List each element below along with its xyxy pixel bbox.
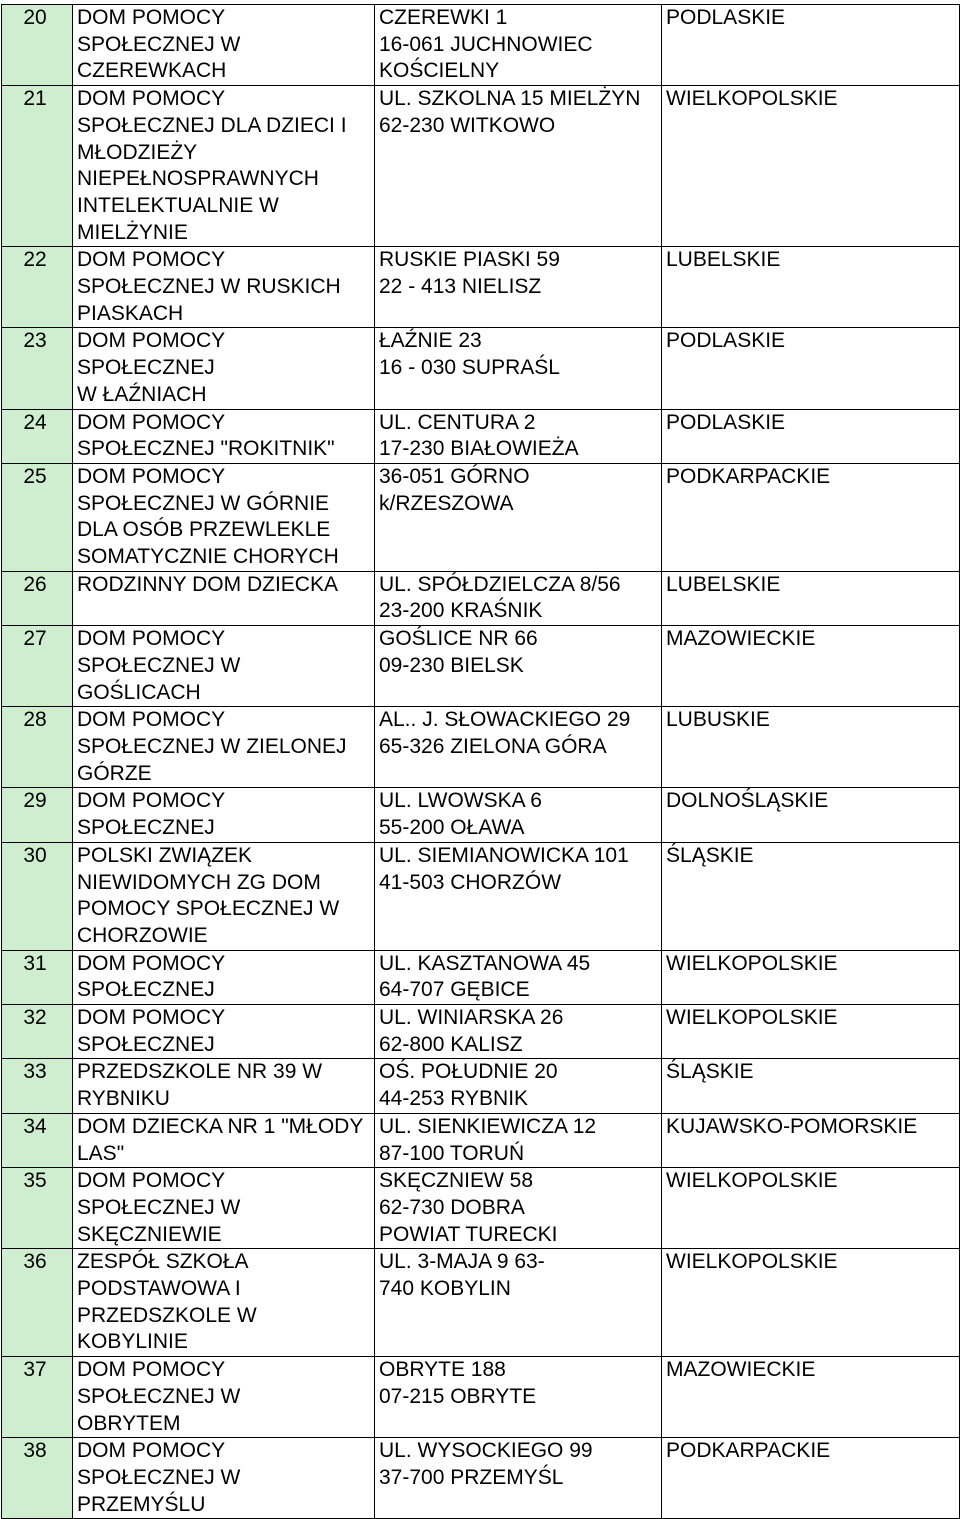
table-row (2, 1438, 960, 1519)
table-row (2, 1059, 960, 1113)
institution-region: MAZOWIECKIE (662, 626, 960, 707)
row-number: 29 (2, 788, 73, 842)
institution-name: RODZINNY DOM DZIECKA (73, 571, 375, 625)
table-row (2, 86, 960, 247)
row-number: 33 (2, 1059, 73, 1113)
institution-name: ZESPÓŁ SZKOŁA PODSTAWOWA I PRZEDSZKOLE W KOBYLINIE (73, 1249, 375, 1357)
table-row (2, 626, 960, 707)
table-row (2, 842, 960, 950)
institution-name: DOM POMOCY SPOŁECZNEJ W PRZEMYŚLU (73, 1438, 375, 1519)
institution-address: AL.. J. SŁOWACKIEGO 29 65-326 ZIELONA GÓRA (375, 707, 662, 788)
table-row (2, 5, 960, 86)
table-row (2, 707, 960, 788)
table-row (2, 1168, 960, 1249)
institution-name: DOM POMOCY SPOŁECZNEJ W SKĘCZNIEWIE (73, 1168, 375, 1249)
institution-name: DOM POMOCY SPOŁECZNEJ W OBRYTEM (73, 1357, 375, 1438)
institution-name: POLSKI ZWIĄZEK NIEWIDOMYCH ZG DOM POMOCY SPOŁECZNEJ W CHORZOWIE (73, 842, 375, 950)
institution-name: DOM POMOCY SPOŁECZNEJ DLA DZIECI I MŁODZIEŻY NIEPEŁNOSPRAWNYCH INTELEKTUALNIE W MIELŻYNIE (73, 86, 375, 247)
institution-region: PODKARPACKIE (662, 463, 960, 571)
institution-name: PRZEDSZKOLE NR 39 W RYBNIKU (73, 1059, 375, 1113)
institution-region: LUBELSKIE (662, 247, 960, 328)
institution-region: ŚLĄSKIE (662, 1059, 960, 1113)
row-number: 23 (2, 328, 73, 409)
institution-address: OŚ. POŁUDNIE 20 44-253 RYBNIK (375, 1059, 662, 1113)
institution-region: LUBELSKIE (662, 571, 960, 625)
row-number: 27 (2, 626, 73, 707)
institution-region: PODLASKIE (662, 5, 960, 86)
table-row (2, 463, 960, 571)
row-number: 31 (2, 950, 73, 1004)
institution-name: DOM POMOCY SPOŁECZNEJ "ROKITNIK" (73, 409, 375, 463)
row-number: 28 (2, 707, 73, 788)
institution-name: DOM DZIECKA NR 1 "MŁODY LAS" (73, 1113, 375, 1167)
institution-region: PODLASKIE (662, 328, 960, 409)
institution-region: WIELKOPOLSKIE (662, 950, 960, 1004)
institution-address: CZEREWKI 1 16-061 JUCHNOWIEC KOŚCIELNY (375, 5, 662, 86)
institutions-table (1, 4, 960, 1519)
row-number: 37 (2, 1357, 73, 1438)
table-row (2, 1005, 960, 1059)
institution-region: PODLASKIE (662, 409, 960, 463)
institution-address: UL. SZKOLNA 15 MIELŻYN 62-230 WITKOWO (375, 86, 662, 247)
row-number: 21 (2, 86, 73, 247)
institution-region: WIELKOPOLSKIE (662, 1168, 960, 1249)
institution-region: WIELKOPOLSKIE (662, 1005, 960, 1059)
institution-address: UL. CENTURA 2 17-230 BIAŁOWIEŻA (375, 409, 662, 463)
row-number: 24 (2, 409, 73, 463)
table-row (2, 328, 960, 409)
table-row (2, 247, 960, 328)
institution-name: DOM POMOCY SPOŁECZNEJ W CZEREWKACH (73, 5, 375, 86)
institution-region: LUBUSKIE (662, 707, 960, 788)
institution-address: 36-051 GÓRNO k/RZESZOWA (375, 463, 662, 571)
institution-address: RUSKIE PIASKI 59 22 - 413 NIELISZ (375, 247, 662, 328)
row-number: 25 (2, 463, 73, 571)
institution-name: DOM POMOCY SPOŁECZNEJ W RUSKICH PIASKACH (73, 247, 375, 328)
institution-region: KUJAWSKO-POMORSKIE (662, 1113, 960, 1167)
institution-region: WIELKOPOLSKIE (662, 1249, 960, 1357)
institution-address: UL. SPÓŁDZIELCZA 8/56 23-200 KRAŚNIK (375, 571, 662, 625)
table-row (2, 950, 960, 1004)
institution-region: ŚLĄSKIE (662, 842, 960, 950)
institution-region: PODKARPACKIE (662, 1438, 960, 1519)
row-number: 34 (2, 1113, 73, 1167)
row-number: 38 (2, 1438, 73, 1519)
institution-name: DOM POMOCY SPOŁECZNEJ (73, 1005, 375, 1059)
table-row (2, 788, 960, 842)
institution-address: UL. SIEMIANOWICKA 101 41-503 CHORZÓW (375, 842, 662, 950)
row-number: 32 (2, 1005, 73, 1059)
institution-name: DOM POMOCY SPOŁECZNEJ W GÓRNIE DLA OSÓB PRZEWLEKLE SOMATYCZNIE CHORYCH (73, 463, 375, 571)
institution-address: UL. WYSOCKIEGO 99 37-700 PRZEMYŚL (375, 1438, 662, 1519)
table-row (2, 571, 960, 625)
institution-address: UL. LWOWSKA 6 55-200 OŁAWA (375, 788, 662, 842)
table-row (2, 1113, 960, 1167)
institution-address: GOŚLICE NR 66 09-230 BIELSK (375, 626, 662, 707)
table-row (2, 1357, 960, 1438)
institution-region: DOLNOŚLĄSKIE (662, 788, 960, 842)
institution-address: ŁAŹNIE 23 16 - 030 SUPRAŚL (375, 328, 662, 409)
row-number: 36 (2, 1249, 73, 1357)
institution-address: UL. 3-MAJA 9 63- 740 KOBYLIN (375, 1249, 662, 1357)
institution-address: UL. WINIARSKA 26 62-800 KALISZ (375, 1005, 662, 1059)
institution-name: DOM POMOCY SPOŁECZNEJ W ŁAŹNIACH (73, 328, 375, 409)
row-number: 22 (2, 247, 73, 328)
row-number: 35 (2, 1168, 73, 1249)
institution-address: UL. SIENKIEWICZA 12 87-100 TORUŃ (375, 1113, 662, 1167)
institution-name: DOM POMOCY SPOŁECZNEJ (73, 788, 375, 842)
institution-name: DOM POMOCY SPOŁECZNEJ W ZIELONEJ GÓRZE (73, 707, 375, 788)
institution-address: UL. KASZTANOWA 45 64-707 GĘBICE (375, 950, 662, 1004)
table-row (2, 1249, 960, 1357)
row-number: 20 (2, 5, 73, 86)
institution-address: OBRYTE 188 07-215 OBRYTE (375, 1357, 662, 1438)
institution-name: DOM POMOCY SPOŁECZNEJ W GOŚLICACH (73, 626, 375, 707)
table-body (2, 5, 960, 1519)
institution-name: DOM POMOCY SPOŁECZNEJ (73, 950, 375, 1004)
institution-address: SKĘCZNIEW 58 62-730 DOBRA POWIAT TURECKI (375, 1168, 662, 1249)
table-row (2, 409, 960, 463)
institution-region: MAZOWIECKIE (662, 1357, 960, 1438)
row-number: 26 (2, 571, 73, 625)
row-number: 30 (2, 842, 73, 950)
institution-region: WIELKOPOLSKIE (662, 86, 960, 247)
